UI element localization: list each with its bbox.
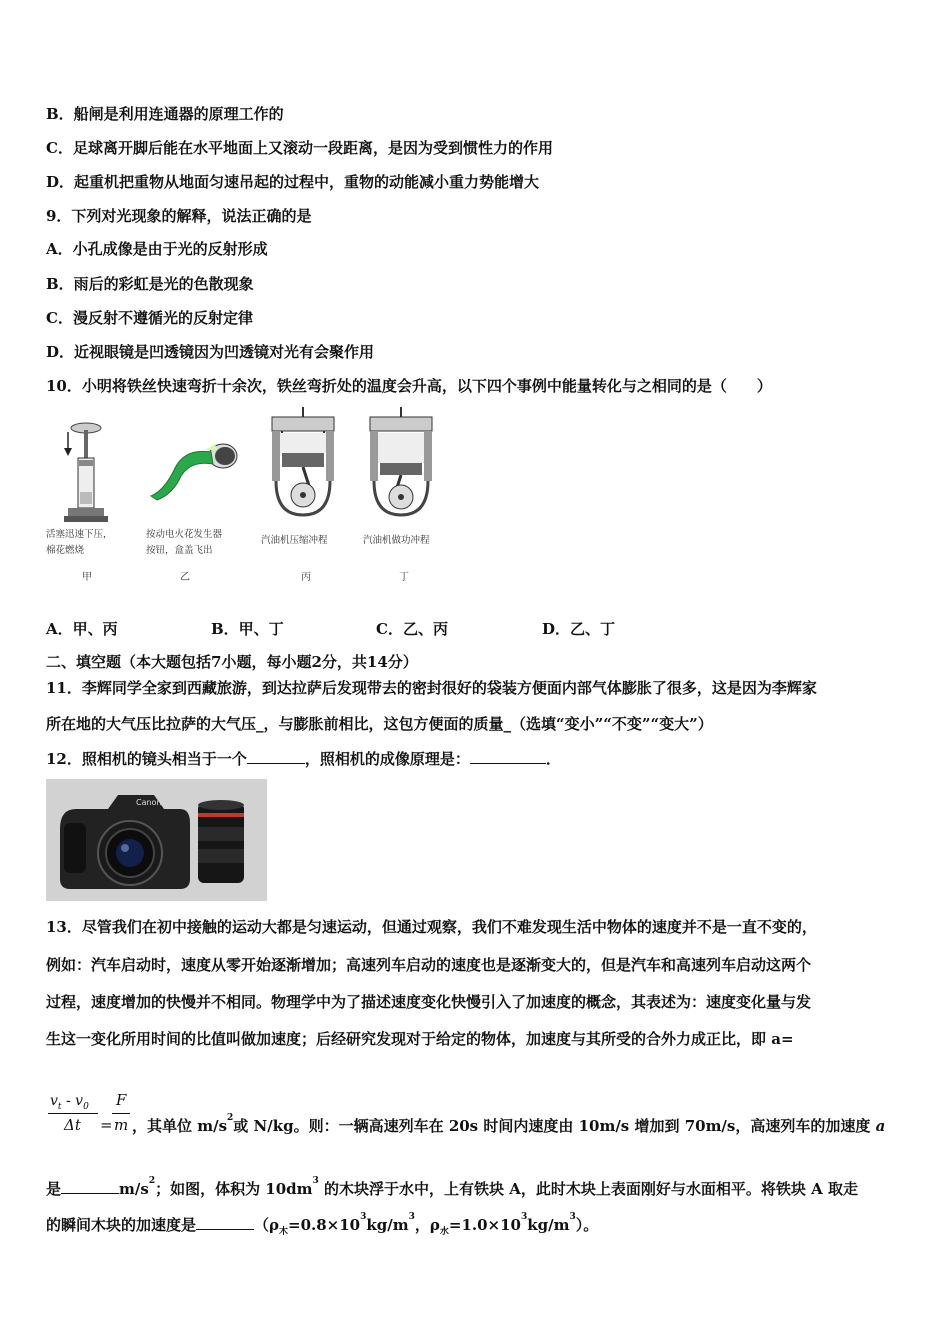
formula-frac2-numerator: F (116, 1091, 127, 1109)
q13-line7: 的瞬间木块的加速度是 （$\rho_木=0.8\times 10^3kg/m^3$，$\rho_水=1.0\times 10^3kg/m^3$）。 (46, 1212, 599, 1237)
fig2-label: 乙 (180, 572, 190, 583)
camera-brand-text: Canon (136, 798, 162, 807)
spark-generator-figure (145, 438, 240, 503)
formula-frac2-denominator: m (114, 1116, 129, 1134)
q8-option-c: C．足球离开脚后能在水平地面上又滚动一段距离，是因为受到惯性力的作用 (46, 139, 553, 157)
q8-option-d: D．起重机把重物从地面匀速吊起的过程中，重物的动能减小重力势能增大 (46, 173, 540, 191)
q9-stem: 9．下列对光现象的解释，说法正确的是 (46, 207, 312, 225)
fig1-label: 甲 (82, 572, 92, 583)
section-2-heading: 二、填空题（本大题包括7小题，每小题2分，共14分） (46, 653, 418, 671)
camera-photo (46, 779, 267, 901)
q10-option-c: C．乙、丙 (376, 620, 448, 638)
engine-compression-stroke-figure (268, 407, 338, 519)
q13-line2: 例如：汽车启动时，速度从零开始逐渐增加；高速列车启动的速度也是逐渐变大的，但是汽车和高速列车启动这两个 (46, 956, 812, 974)
q13-line1: 13．尽管我们在初中接触的运动大都是匀速运动，但通过观察，我们不难发现生活中物体的速度并不是一直不变的， (46, 918, 817, 936)
q10-option-a: A．甲、丙 (46, 620, 118, 638)
q11-line2: 所在地的大气压比拉萨的大气压_，与膨胀前相比，这包方便面的质量_（选填“变小”“不变”“变大”） (46, 715, 713, 733)
formula-equals: = (100, 1116, 113, 1134)
q9-option-c: C．漫反射不遵循光的反射定律 (46, 309, 253, 327)
q13-blank2[interactable] (196, 1215, 254, 1230)
q9-option-b: B．雨后的彩虹是光的色散现象 (46, 275, 254, 293)
q13-line3: 过程，速度增加的快慢并不相同。物理学中为了描述速度变化快慢引入了加速度的概念，其表述为：速度变化量与发 (46, 993, 812, 1011)
fig1-caption-line2: 棉花燃烧 (46, 545, 85, 556)
q12-text (46, 748, 561, 769)
q12-blank1[interactable] (247, 749, 305, 764)
q13-line4: 生这一变化所用时间的比值叫做加速度；后经研究发现对于给定的物体，加速度与其所受的合外力成正比，即 a= (46, 1030, 794, 1048)
formula-frac2-bar (112, 1113, 130, 1114)
fig4-caption: 汽油机做功冲程 (363, 535, 430, 546)
q13-line5: ，其单位 $m/s^2$或 N/kg。则：一辆高速列车在 20s 时间内速度由 10m/s 增加到 70m/s，高速列车的加速度 a (132, 1113, 886, 1135)
q9-option-a: A．小孔成像是由于光的反射形成 (46, 240, 268, 258)
formula-frac1-denominator: Δt (64, 1116, 81, 1134)
fig3-label: 丙 (301, 572, 311, 583)
fig1-caption-line1: 活塞迅速下压， (46, 529, 113, 540)
fig3-caption: 汽油机压缩冲程 (261, 535, 328, 546)
engine-power-stroke-figure (366, 407, 436, 519)
q12-part1: 12．照相机的镜头相当于一个 (46, 750, 247, 768)
q10-option-d: D．乙、丁 (542, 620, 616, 638)
q13-blank1[interactable] (61, 1179, 119, 1194)
formula-frac1-bar (48, 1113, 98, 1114)
fig2-caption-line2: 按钮，盒盖飞出 (146, 545, 213, 556)
fig2-caption-line1: 按动电火花发生器 (146, 529, 223, 540)
formula-frac1-numerator: $v_t - v_0$ (50, 1093, 89, 1112)
q13-line6: 是 $m/s^2$；如图，体积为 $10dm^3$ 的木块浮于水中，上有铁块 A，此时木块上表面刚好与水面相平。将铁块 A 取走 (46, 1176, 858, 1198)
q9-option-d: D．近视眼镜是凹透镜因为凹透镜对光有会聚作用 (46, 343, 375, 361)
fig4-label: 丁 (399, 572, 409, 583)
piston-compression-figure (58, 420, 118, 525)
q8-option-b: B．船闸是利用连通器的原理工作的 (46, 105, 284, 123)
q10-option-b: B．甲、丁 (211, 620, 284, 638)
q10-stem: 10．小明将铁丝快速弯折十余次，铁丝弯折处的温度会升高，以下四个事例中能量转化与之相同的是（ ） (46, 377, 772, 395)
q12-part2: ，照相机的成像原理是： (304, 750, 470, 768)
q12-blank2[interactable] (470, 749, 546, 764)
q11-line1: 11．李辉同学全家到西藏旅游，到达拉萨后发现带去的密封很好的袋装方便面内部气体膨胀了很多，这是因为李辉家 (46, 679, 817, 697)
q12-part3: ． (545, 750, 561, 768)
